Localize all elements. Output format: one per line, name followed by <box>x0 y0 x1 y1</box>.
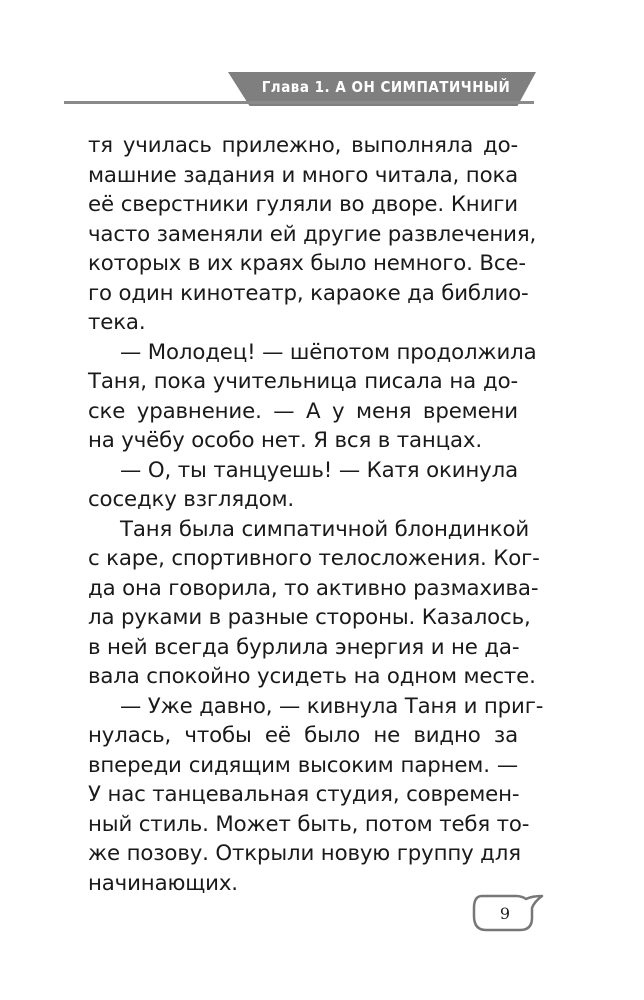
text-line: часто заменяли ей другие развлечения, <box>88 221 537 247</box>
text-line: ла руками в разные стороны. Казалось, <box>88 605 531 630</box>
text-line: тя училась прилежно, выполняла до- <box>88 133 518 158</box>
text-line: — Молодец! — шёпотом продолжила <box>120 339 537 365</box>
text-line: в ней всегда бурлила энергия и не да- <box>88 634 520 660</box>
text-line: её сверстники гуляли во дворе. Книги <box>88 192 518 217</box>
text-line: ске уравнение. — А у меня времени <box>88 398 518 424</box>
text-line: соседку взглядом. <box>88 487 295 512</box>
text-line: — Уже давно, — кивнула Таня и приг- <box>120 693 544 719</box>
text-line: впереди сидящим высоким парнем. — <box>88 752 518 778</box>
text-line: которых в их краях было немного. Все- <box>88 251 526 276</box>
text-line: Таня была симпатичной блондинкой <box>120 516 530 542</box>
text-line: на учёбу особо нет. Я вся в танцах. <box>88 428 482 453</box>
body-text <box>88 131 544 898</box>
chapter-title: Глава 1. А ОН СИМПАТИЧНЫЙ <box>261 78 511 96</box>
text-line: тека. <box>88 310 146 335</box>
text-line: да она говорила, то активно размахива- <box>88 575 539 601</box>
text-line: У нас танцевальная студия, современ- <box>88 782 520 807</box>
text-line: ный стиль. Может быть, потом тебя то- <box>88 811 530 837</box>
text-line: начинающих. <box>88 870 238 896</box>
text-line: го один кинотеатр, караоке да библио- <box>88 280 529 306</box>
text-line: нулась, чтобы её было не видно за <box>88 723 518 748</box>
text-line: машние задания и много читала, пока <box>88 162 519 188</box>
text-line: с каре, спортивного телосложения. Ког- <box>88 546 540 571</box>
text-line: же позову. Открыли новую группу для <box>88 841 521 866</box>
text-line: вала спокойно усидеть на одном месте. <box>88 664 536 689</box>
text-line: Таня, пока учительница писала на до- <box>88 369 518 394</box>
page-number: 9 <box>499 904 511 923</box>
text-line: — О, ты танцуешь! — Катя окинула <box>120 457 518 483</box>
